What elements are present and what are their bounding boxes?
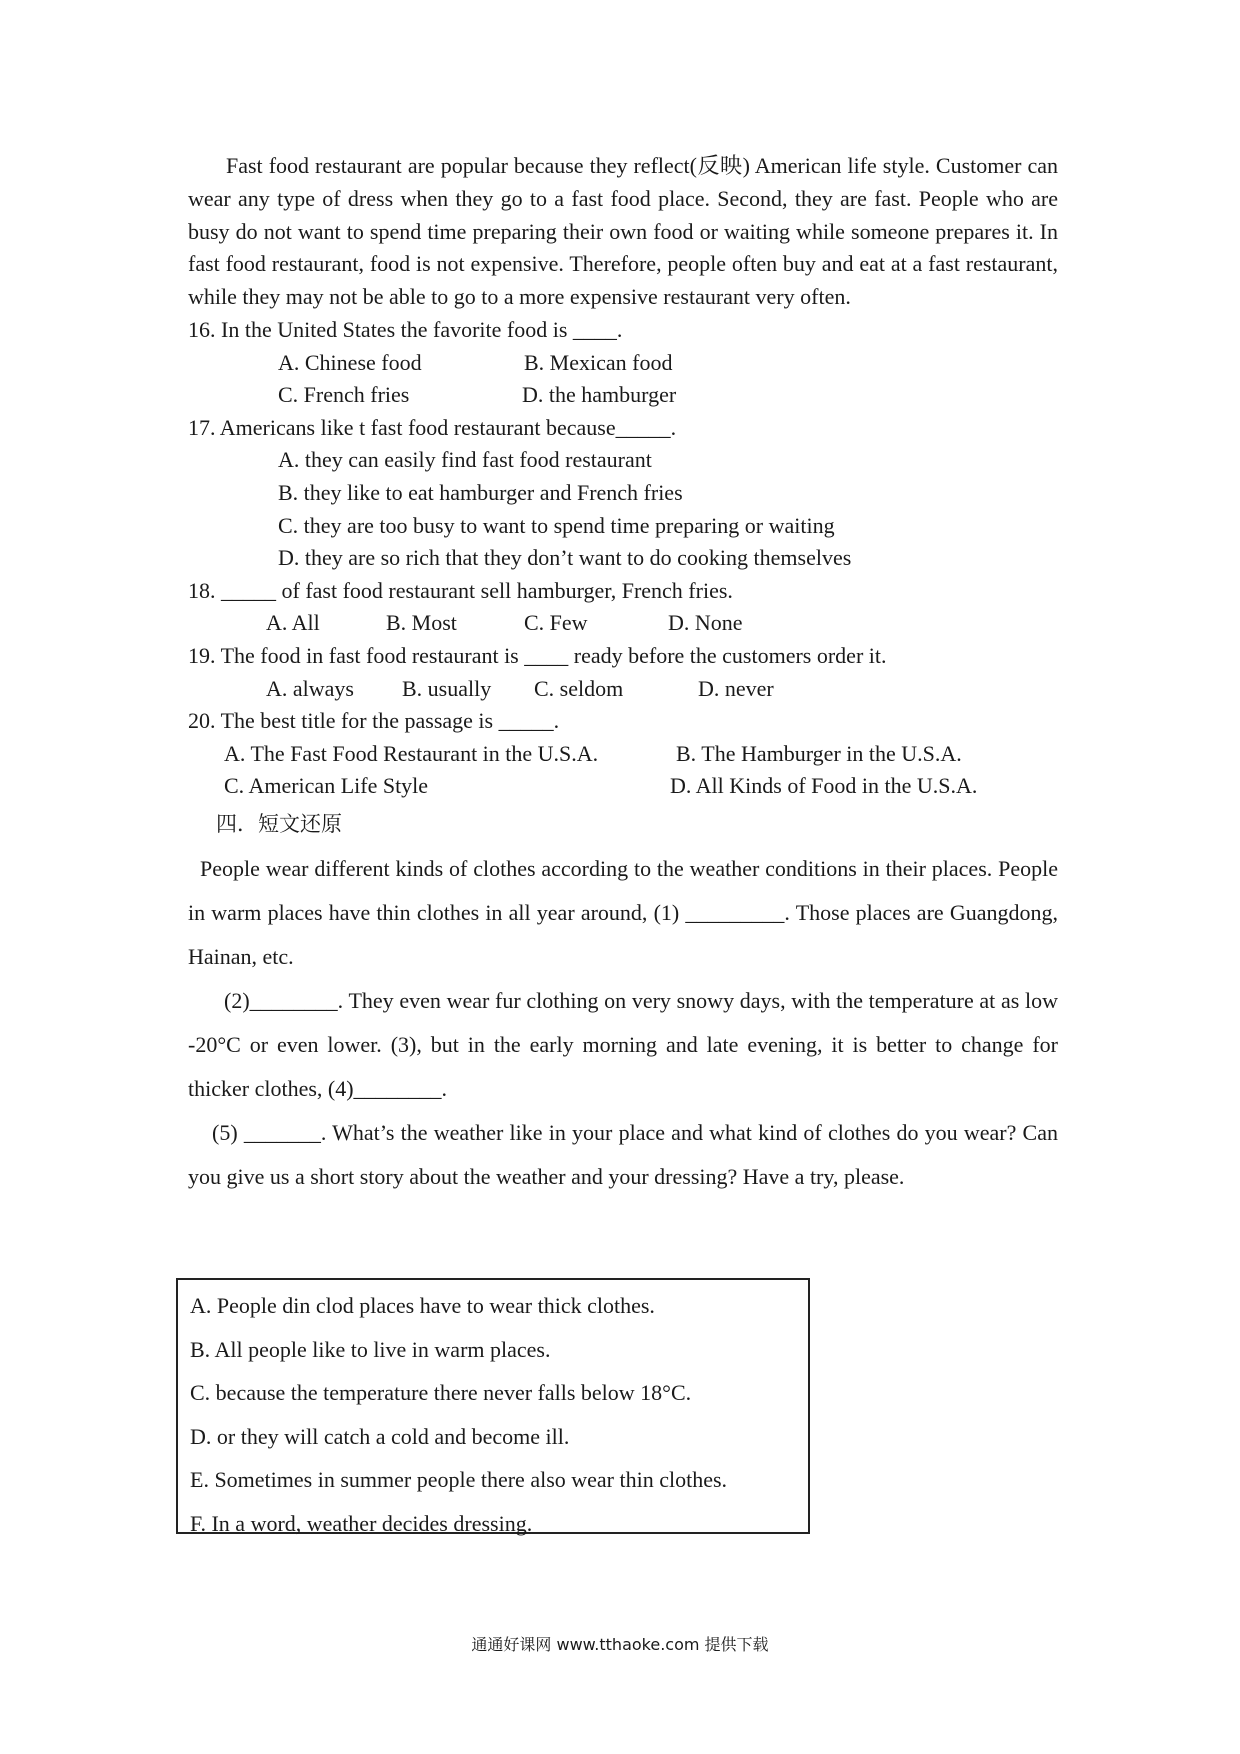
question-20-options-row2 <box>188 770 1058 803</box>
section-title: 四．短文还原 <box>216 811 342 836</box>
option: C. Few <box>524 610 588 636</box>
option: C. French fries <box>278 382 410 408</box>
question-16-options <box>188 347 1058 380</box>
page-footer: 通通好课网 www.tthaoke.com 提供下载 <box>471 1635 769 1654</box>
document-body <box>188 150 1058 1199</box>
choice-a: A. People din clod places have to wear thick clothes. <box>190 1293 655 1318</box>
question-17: 17. Americans like t fast food restaurant because_____. <box>188 414 677 440</box>
question-18: 18. _____ of fast food restaurant sell hamburger, French fries. <box>188 577 733 603</box>
question-16-options-row2 <box>188 379 1058 412</box>
option: B. usually <box>402 675 492 701</box>
question-19-options <box>188 673 1058 706</box>
question-19: 19. The food in fast food restaurant is ____ ready before the customers order it. <box>188 642 887 668</box>
answer-choices-box <box>176 1278 810 1534</box>
choice-d: D. or they will catch a cold and become ill. <box>190 1423 570 1449</box>
choice-e: E. Sometimes in summer people there also wear thin clothes. <box>190 1467 728 1493</box>
option: D. never <box>698 675 774 701</box>
option: B. Most <box>386 610 457 636</box>
option: A. The Fast Food Restaurant in the U.S.A. <box>224 740 599 766</box>
question-20-options <box>188 738 1058 771</box>
option: A. always <box>266 675 354 701</box>
reading-passage: Fast food restaurant are popular because they reflect(反映) American life style. Customer can wear any type of dress when they go to a fast food place. Second, they are fast. People who are busy do not want to spend time preparing their own food or waiting while someone prepares it. In fast food restaurant, food is not expensive. Therefore, people often buy and eat at a fast restaurant, while they may not be able to go to a more expensive restaurant very often. <box>188 153 1058 310</box>
option: A. Chinese food <box>278 349 422 375</box>
option: B. The Hamburger in the U.S.A. <box>676 740 962 766</box>
option: D. the hamburger <box>522 382 677 408</box>
option: C. they are too busy to want to spend time preparing or waiting <box>278 512 835 538</box>
cloze-paragraph-2: (2)________. They even wear fur clothing on very snowy days, with the temperature at as low -20°C or even lower. (3), but in the early morning and late evening, it is better to change for thicker clothes, (4)________. <box>188 987 1058 1101</box>
option: D. they are so rich that they don’t want to do cooking themselves <box>278 545 852 571</box>
option: D. All Kinds of Food in the U.S.A. <box>670 773 978 799</box>
option: A. All <box>266 610 320 636</box>
option: C. seldom <box>534 675 624 701</box>
question-16: 16. In the United States the favorite food is ____. <box>188 316 623 342</box>
question-18-options <box>188 607 1058 640</box>
choice-b: B. All people like to live in warm places. <box>190 1336 551 1362</box>
option: B. they like to eat hamburger and French fries <box>278 479 683 505</box>
option: A. they can easily find fast food restaurant <box>278 447 652 473</box>
choice-f: F. In a word, weather decides dressing. <box>190 1510 533 1536</box>
option: B. Mexican food <box>524 349 673 375</box>
question-20: 20. The best title for the passage is _____. <box>188 708 560 734</box>
choice-c: C. because the temperature there never falls below 18°C. <box>190 1380 692 1406</box>
cloze-paragraph-3: (5) _______. What’s the weather like in your place and what kind of clothes do you wear? Can you give us a short story about the weather and your dressing? Have a try, please. <box>188 1119 1058 1189</box>
option: D. None <box>668 610 743 636</box>
option: C. American Life Style <box>224 773 429 799</box>
cloze-paragraph-1: People wear different kinds of clothes according to the weather conditions in their places. People in warm places have thin clothes in all year around, (1) _________. Those places are Guangdong, Hainan, etc. <box>188 855 1058 969</box>
